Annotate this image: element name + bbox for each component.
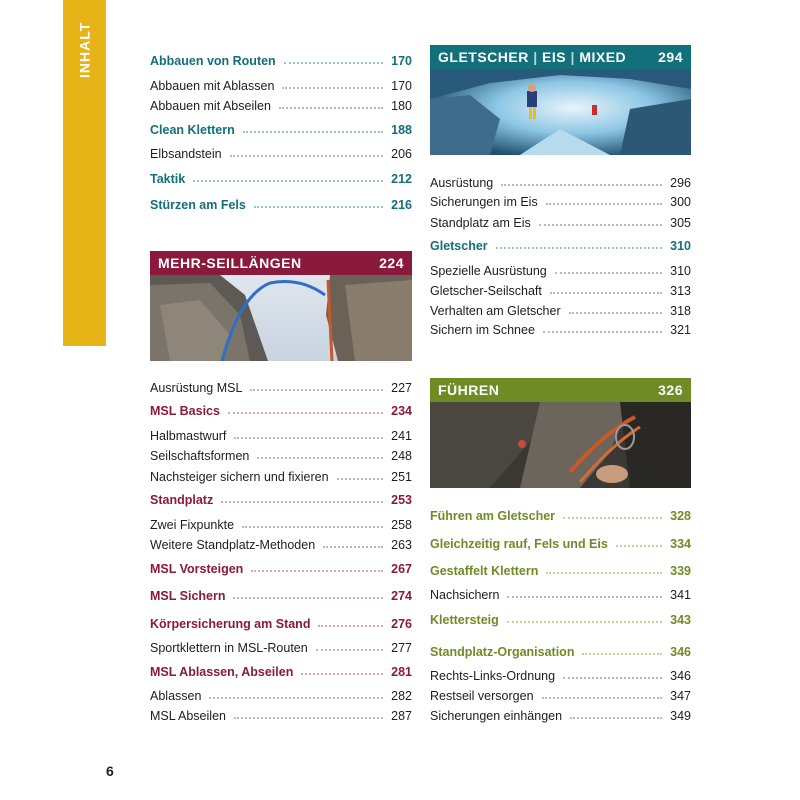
entry-page: 346 [670, 669, 691, 683]
dot-leader [546, 572, 662, 574]
entry-title: Verhalten am Gletscher [430, 304, 561, 318]
dot-leader [318, 625, 383, 627]
entry-page: 305 [670, 216, 691, 230]
banner-page: 326 [658, 382, 683, 398]
toc-entry[interactable] [430, 667, 691, 683]
dot-leader [316, 649, 383, 651]
toc-entry[interactable] [430, 586, 691, 602]
dot-leader [301, 673, 383, 675]
entry-page: 170 [391, 54, 412, 68]
entry-title: Halbmastwurf [150, 429, 227, 443]
entry-title: Sicherungen einhängen [430, 709, 563, 723]
entry-page: 296 [670, 176, 691, 190]
entry-page: 180 [391, 99, 412, 113]
dot-leader [337, 478, 384, 480]
entry-title: Weitere Standplatz-Methoden [150, 538, 316, 552]
toc-heading-entry[interactable] [150, 587, 412, 603]
toc-entry[interactable] [150, 687, 412, 703]
entry-page: 321 [670, 323, 691, 337]
toc-entry[interactable] [150, 447, 412, 463]
entry-title: MSL Ablassen, Abseilen [150, 665, 294, 679]
entry-page: 258 [391, 518, 412, 532]
entry-title: MSL Vorsteigen [150, 562, 244, 576]
entry-page: 341 [670, 588, 691, 602]
toc-list-lead [430, 0, 691, 730]
entry-title: Clean Klettern [150, 123, 235, 137]
dot-leader [616, 545, 662, 547]
toc-heading-entry[interactable] [150, 491, 412, 507]
entry-page: 227 [391, 381, 412, 395]
entry-page: 206 [391, 147, 412, 161]
entry-page: 216 [391, 198, 412, 212]
entry-page: 349 [670, 709, 691, 723]
dot-leader [234, 717, 383, 719]
banner-page: 294 [658, 49, 683, 65]
entry-title: Gestaffelt Klettern [430, 564, 539, 578]
entry-title: Abbauen von Routen [150, 54, 276, 68]
dot-leader [563, 517, 662, 519]
toc-heading-entry[interactable] [430, 507, 691, 523]
entry-page: 212 [391, 172, 412, 186]
entry-title: Ausrüstung [430, 176, 494, 190]
entry-page: 277 [391, 641, 412, 655]
entry-title: Gleichzeitig rauf, Fels und Eis [430, 537, 608, 551]
banner-title: GLETSCHER | EIS | MIXED [438, 49, 627, 65]
entry-title: Gletscher-Seilschaft [430, 284, 542, 298]
entry-title: Nachsichern [430, 588, 500, 602]
entry-title: MSL Abseilen [150, 709, 226, 723]
toc-heading-entry[interactable] [430, 535, 691, 551]
entry-page: 251 [391, 470, 412, 484]
entry-title: Taktik [150, 172, 186, 186]
toc-entry[interactable] [150, 468, 412, 484]
dot-leader [542, 697, 663, 699]
entry-page: 170 [391, 79, 412, 93]
entry-title: Seilschaftsformen [150, 449, 250, 463]
dot-leader [242, 526, 383, 528]
chapter-tab-label: INHALT [76, 21, 93, 79]
toc-heading-entry[interactable] [150, 560, 412, 576]
dot-leader [563, 677, 662, 679]
entry-title: Klettersteig [430, 613, 499, 627]
dot-leader [570, 717, 662, 719]
banner-page: 224 [379, 255, 404, 271]
entry-title: Zwei Fixpunkte [150, 518, 235, 532]
entry-title: Ausrüstung MSL [150, 381, 243, 395]
toc-entry[interactable] [150, 536, 412, 552]
banner-title: MEHR-SEILLÄNGEN [158, 255, 302, 271]
toc-list-msl [150, 0, 412, 730]
dot-leader [251, 570, 383, 572]
entry-title: Gletscher [430, 239, 488, 253]
entry-title: Sichern im Schnee [430, 323, 535, 337]
entry-title: MSL Basics [150, 404, 220, 418]
toc-heading-entry[interactable] [430, 643, 691, 659]
toc-entry[interactable] [150, 427, 412, 443]
entry-page: 339 [670, 564, 691, 578]
entry-page: 263 [391, 538, 412, 552]
entry-page: 188 [391, 123, 412, 137]
entry-page: 318 [670, 304, 691, 318]
dot-leader [233, 597, 383, 599]
entry-title: Sicherungen im Eis [430, 195, 538, 209]
entry-title: Sportklettern in MSL-Routen [150, 641, 308, 655]
dot-leader [507, 621, 662, 623]
entry-page: 287 [391, 709, 412, 723]
toc-entry[interactable] [150, 707, 412, 723]
entry-title: Abbauen mit Abseilen [150, 99, 271, 113]
entry-page: 234 [391, 404, 412, 418]
banner-title: FÜHREN [438, 382, 500, 398]
entry-page: 274 [391, 589, 412, 603]
dot-leader [323, 546, 383, 548]
entry-title: Rechts-Links-Ordnung [430, 669, 556, 683]
entry-title: Abbauen mit Ablassen [150, 79, 275, 93]
dot-leader [221, 501, 383, 503]
dot-leader [228, 412, 383, 414]
entry-title: Körpersicherung am Stand [150, 617, 311, 631]
dot-leader [234, 437, 383, 439]
entry-page: 267 [391, 562, 412, 576]
entry-page: 282 [391, 689, 412, 703]
entry-page: 328 [670, 509, 691, 523]
entry-title: Nachsteiger sichern und fixieren [150, 470, 329, 484]
entry-title: Spezielle Ausrüstung [430, 264, 547, 278]
entry-page: 241 [391, 429, 412, 443]
entry-title: Standplatz-Organisation [430, 645, 575, 659]
entry-title: Standplatz [150, 493, 214, 507]
toc-heading-entry[interactable] [150, 402, 412, 418]
toc-entry[interactable] [150, 379, 412, 395]
entry-title: Restseil versorgen [430, 689, 534, 703]
toc-heading-entry[interactable] [150, 615, 412, 631]
entry-page: 334 [670, 537, 691, 551]
dot-leader [257, 457, 383, 459]
entry-title: Führen am Gletscher [430, 509, 556, 523]
toc-heading-entry[interactable] [430, 562, 691, 578]
entry-page: 313 [670, 284, 691, 298]
dot-leader [582, 653, 662, 655]
entry-page: 248 [391, 449, 412, 463]
entry-page: 253 [391, 493, 412, 507]
toc-entry[interactable] [150, 516, 412, 532]
entry-page: 300 [670, 195, 691, 209]
toc-entry[interactable] [430, 687, 691, 703]
toc-entry[interactable] [430, 707, 691, 723]
entry-title: Standplatz am Eis [430, 216, 531, 230]
entry-page: 347 [670, 689, 691, 703]
page-number: 6 [106, 763, 114, 779]
entry-title: Stürzen am Fels [150, 198, 246, 212]
entry-page: 310 [670, 264, 691, 278]
entry-title: Elbsandstein [150, 147, 222, 161]
entry-page: 343 [670, 613, 691, 627]
entry-page: 281 [391, 665, 412, 679]
toc-heading-entry[interactable] [150, 663, 412, 679]
entry-title: Ablassen [150, 689, 202, 703]
entry-title: MSL Sichern [150, 589, 226, 603]
entry-page: 310 [670, 239, 691, 253]
dot-leader [209, 697, 383, 699]
toc-entry[interactable] [150, 639, 412, 655]
entry-page: 276 [391, 617, 412, 631]
dot-leader [250, 389, 383, 391]
toc-heading-entry[interactable] [430, 611, 691, 627]
dot-leader [507, 596, 662, 598]
entry-page: 346 [670, 645, 691, 659]
